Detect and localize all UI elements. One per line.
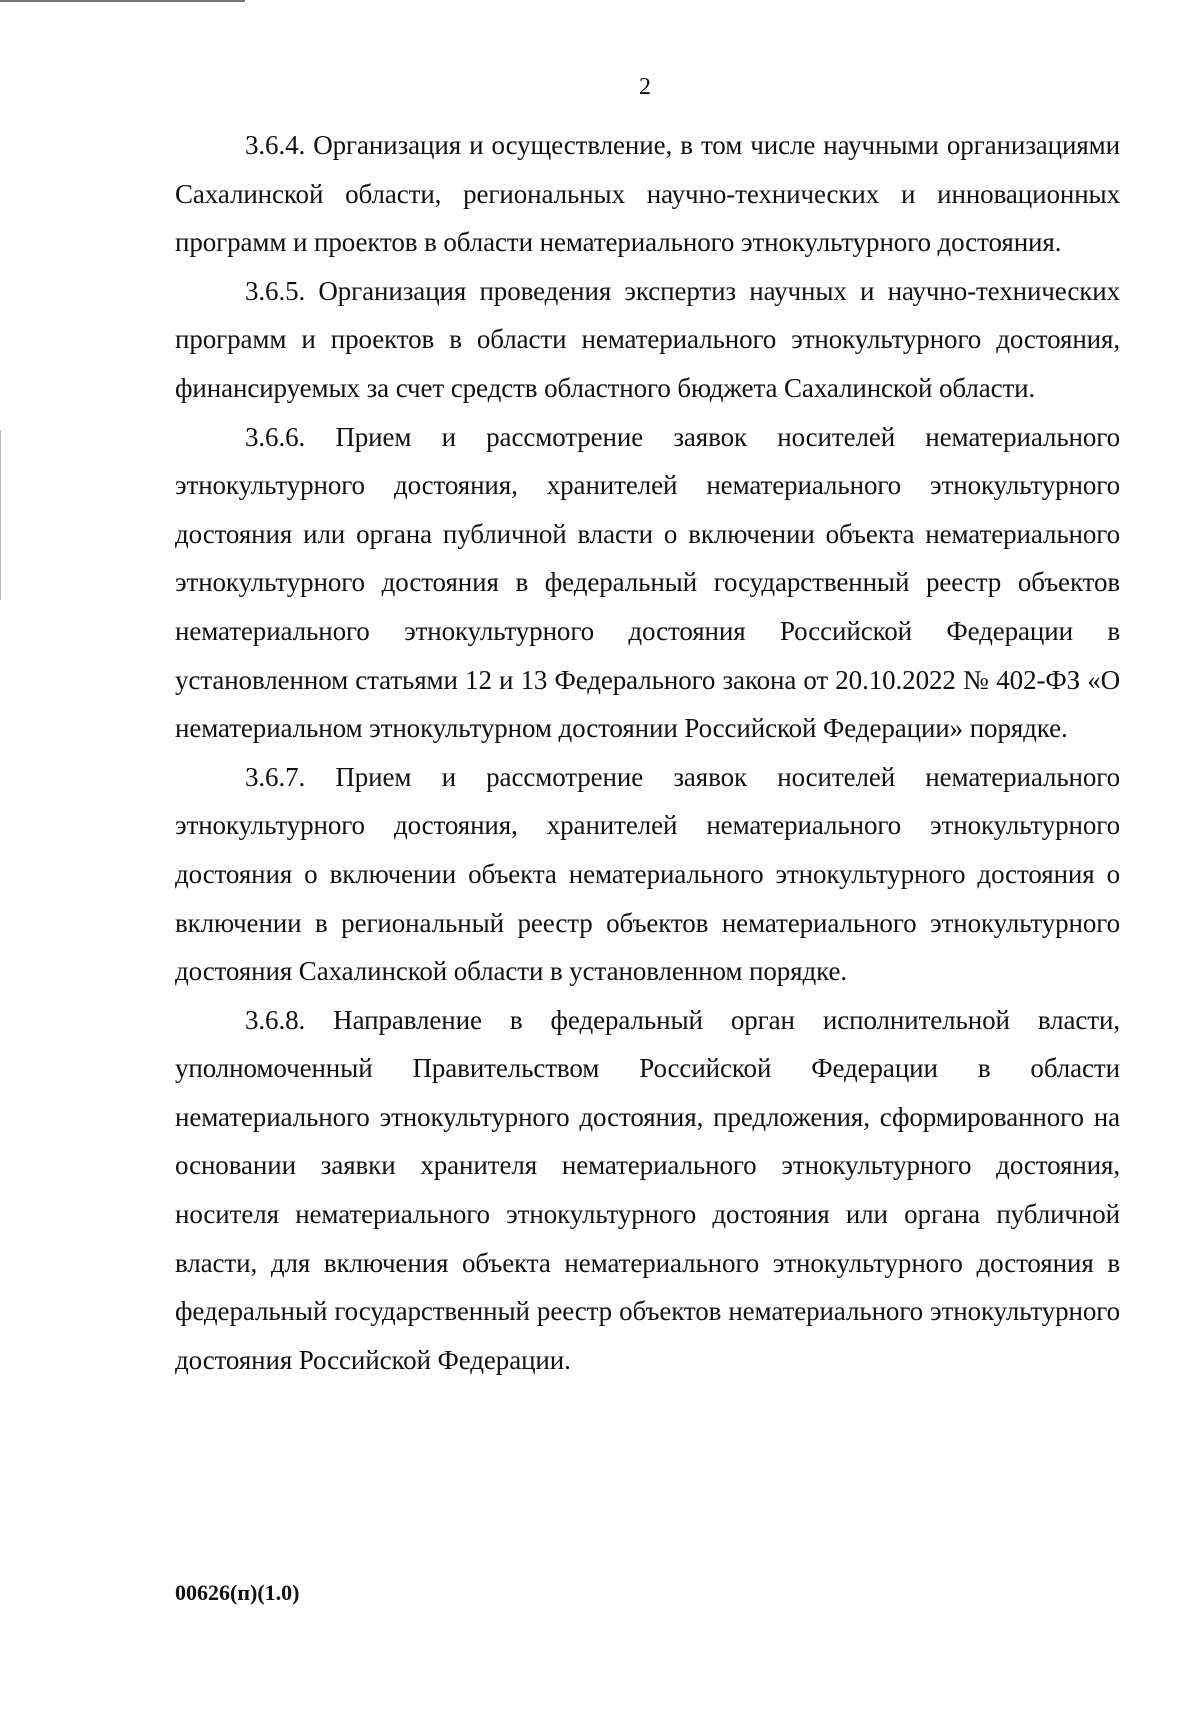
paragraph-3-6-6: 3.6.6. Прием и рассмотрение заявок носителей нематериального этнокультурного достояния, хранителей нематериального этнокультурного достояния или органа публичной власти о включении объекта нематериального этнокультурного достояния в федеральный государственный реестр объектов нематериального этнокультурного достояния Российской Федерации в установленном статьями 12 и 13 Федерального закона от 20.10.2022 № 402-ФЗ «О нематериальном этнокультурном достоянии Российской Федерации» порядке. xyxy=(175,421,1120,744)
paragraph-3-6-4: 3.6.4. Организация и осуществление, в том числе научными организациями Сахалинской области, региональных научно-технических и инновационных программ и проектов в области нематериального этнокультурного достояния. xyxy=(175,130,1120,258)
document-code: 00626(п)(1.0) xyxy=(175,1580,300,1605)
page-number: 2 xyxy=(639,74,651,100)
paragraph-3-6-8: 3.6.8. Направление в федеральный орган исполнительной власти, уполномоченный Правительством Российской Федерации в области нематериального этнокультурного достояния, предложения, сформированного на основании заявки хранителя нематериального этнокультурного достояния, носителя нематериального этнокультурного достояния или органа публичной власти, для включения объекта нематериального этнокультурного достояния в федеральный государственный реестр объектов нематериального этнокультурного достояния Российской Федерации. xyxy=(175,1004,1120,1375)
document-body xyxy=(175,121,1120,1384)
paragraph-3-6-5: 3.6.5. Организация проведения экспертиз научных и научно-технических программ и проектов в области нематериального этнокультурного достояния, финансируемых за счет средств областного бюджета Сахалинской области. xyxy=(175,275,1120,403)
paragraph-3-6-7: 3.6.7. Прием и рассмотрение заявок носителей нематериального этнокультурного достояния, хранителей нематериального этнокультурного достояния о включении объекта нематериального этнокультурного достояния о включении в региональный реестр объектов нематериального этнокультурного достояния Сахалинской области в установленном порядке. xyxy=(175,761,1120,987)
scan-edge-line xyxy=(0,0,245,2)
scan-margin-line xyxy=(0,430,1,600)
